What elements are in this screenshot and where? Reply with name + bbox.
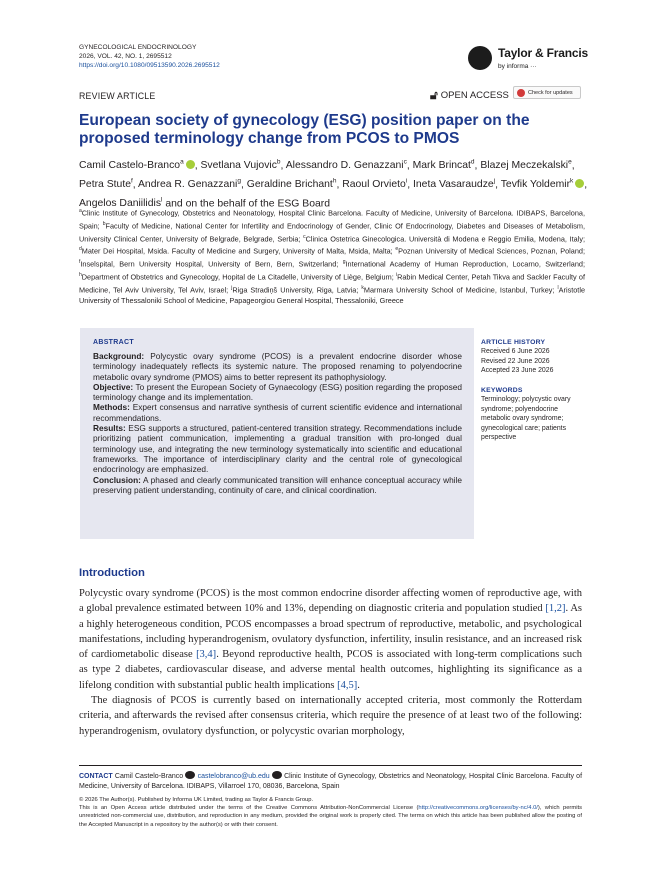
- publisher-logo: [468, 43, 588, 75]
- author-affiliation-marker: e: [568, 159, 572, 166]
- affiliation-marker: e: [395, 246, 399, 253]
- affiliations: [79, 206, 585, 306]
- methods-label: Methods:: [93, 402, 130, 413]
- article-history-heading: ARTICLE HISTORY: [481, 339, 546, 346]
- affiliation-text: Department of Obstetrics and Gynecology, Hopital de La Citadelle, University of Liège, Belgium;: [81, 272, 394, 282]
- contact-address: Clinic Institute of Gynecology, Obstetrics and Neonatology, Hospital Clinic Barcelona. Faculty of Medicine, University of Barcelona. IDIBAPS, Villarroel 170, 08036, Barcelona, Spain: [79, 773, 583, 790]
- publisher-sub: by informa ···: [498, 63, 537, 70]
- author-name: Petra Stute: [79, 179, 131, 191]
- abstract-methods: [93, 402, 462, 423]
- affiliation-marker: a: [79, 208, 82, 214]
- p1-text-b: . As a highly heterogeneous condition, PCOS encompasses a broad spectrum of reproductive, metabolic, and psychological manifestations, including hyperandrogenism, ovulatory dysfunction, infertility, insulin resistance, and an increased risk of cardiometabolic disease: [79, 603, 582, 661]
- author-name: Camil Castelo-Branco: [79, 160, 181, 172]
- author[interactable]: [200, 160, 280, 171]
- affiliation-text: Poznan University of Medical Sciences, Poznan, Poland;: [398, 246, 585, 256]
- author[interactable]: [413, 179, 495, 190]
- check-updates-label: Check for updates: [528, 89, 573, 96]
- accepted-date: Accepted 23 June 2026: [481, 367, 554, 375]
- author-affiliation-marker: j: [493, 177, 496, 185]
- paragraph-1: [79, 586, 582, 693]
- affiliation-marker: i: [395, 272, 398, 279]
- author-name: Mark Brincat: [412, 160, 471, 172]
- revised-date: Revised 22 June 2026: [481, 357, 550, 365]
- article-title: European society of gynecology (ESG) position paper on the proposed terminology change from PCOS to PMOS: [79, 112, 530, 147]
- author[interactable]: [286, 160, 407, 171]
- affiliation-text: Marmara University School of Medicine, Istanbul, Turkey;: [363, 285, 555, 295]
- keywords-heading: KEYWORDS: [481, 387, 523, 394]
- author[interactable]: [247, 179, 337, 190]
- author-affiliation-marker: i: [405, 177, 408, 185]
- email-icon: [185, 771, 195, 779]
- keywords-text: Terminology; polycystic ovary syndrome; polyendocrine metabolic ovary syndrome; gynecological care; patients perspective: [481, 396, 571, 442]
- author-name: Tevfik Yoldemir: [500, 179, 571, 191]
- affiliation-marker: b: [102, 220, 106, 227]
- author-affiliation-marker: d: [470, 159, 475, 166]
- copyright-line: © 2026 The Author(s). Published by Informa UK Limited, trading as Taylor & Francis Group.: [79, 797, 314, 803]
- authors-suffix: and on the behalf of the ESG Board: [165, 198, 330, 209]
- author-affiliation-marker: b: [276, 159, 281, 166]
- author-name: Geraldine Brichant: [246, 179, 333, 191]
- author-affiliation-marker: g: [237, 177, 241, 185]
- orcid-icon[interactable]: [186, 160, 195, 169]
- author-affiliation-marker: c: [403, 159, 407, 166]
- contact-name: Camil Castelo-Branco: [114, 773, 184, 780]
- paragraph-2: The diagnosis of PCOS is currently based on internationally accepted criteria, most commonly the Rotterdam criteria, and afterwards the revised after consensus criteria, which require the presence of at least two of the following: hyperandrogenism, ovulatory dysfunction, or polycystic ovarian morphology,: [79, 695, 582, 737]
- citation-link[interactable]: [1,2]: [545, 603, 566, 615]
- open-access-badge: [430, 88, 509, 103]
- journal-name: GYNECOLOGICAL ENDOCRINOLOGY: [79, 44, 197, 51]
- p1-text-d: .: [357, 679, 360, 691]
- affiliation-text: Mater Dei Hospital, Msida. Faculty of Medicine and Surgery, University of Malta, Msida, Malta;: [81, 246, 393, 256]
- abstract-heading: ABSTRACT: [93, 339, 134, 346]
- open-lock-icon: 🔓︎: [430, 88, 438, 102]
- publisher-name: Taylor & Francis: [498, 46, 588, 60]
- article-history: [481, 338, 586, 376]
- address-icon: [272, 771, 282, 779]
- affiliation-text: Riga Stradiņš University, Riga, Latvia;: [232, 285, 359, 295]
- author[interactable]: [480, 160, 571, 171]
- p1-text-c: . Beyond reproductive health, PCOS is associated with long-term complications such as type 2 diabetes, cardiovascular disease, and adverse mental health outcomes, highlighting its significance as a lifelong condition with substantial public health implications: [79, 649, 582, 691]
- author-name: Blazej Meczekalski: [480, 160, 569, 172]
- orcid-icon[interactable]: [575, 179, 584, 188]
- introduction-heading: Introduction: [79, 567, 145, 579]
- author-affiliation-marker: k: [570, 177, 574, 185]
- open-access-label: OPEN ACCESS: [440, 90, 509, 101]
- results-text: ESG supports a structured, patient-centered transition strategy. Recommendations include prioritizing patient communication, implementing a gradual transition with pro-longed dual terminology use, and integrating the new terminology systematically into scientific and educational frameworks. The importance of interdisciplinary clarity and the central role of gynecological endocrinology are emphasized.: [93, 423, 462, 475]
- citation-link[interactable]: [3,4]: [196, 649, 217, 661]
- affiliation-marker: l: [557, 284, 559, 291]
- methods-text: Expert consensus and narrative synthesis of current scientific evidence and international recommendations.: [93, 402, 463, 423]
- footer-divider: [79, 765, 582, 766]
- affiliation-text: Aristotle University of Thessaloniki School of Medicine, Papageorgiou General Hospital, Thessaloniki, Greece: [79, 285, 586, 305]
- background-label: Background:: [93, 351, 145, 361]
- affiliation-marker: h: [79, 272, 82, 279]
- license-text-a: This is an Open Access article distributed under the terms of the Creative Commons Attribution-NonCommercial License (: [79, 805, 419, 812]
- affiliation-marker: g: [342, 259, 346, 266]
- contact-label: CONTACT: [79, 773, 113, 780]
- affiliation-text: Clinica Ostetrica Ginecologica. Università di Modena e Reggio Emilia, Modena, Italy;: [305, 234, 585, 244]
- affiliation-marker: d: [79, 246, 82, 253]
- contact-block: [79, 771, 582, 791]
- abstract-results: [93, 423, 462, 474]
- affiliation-marker: c: [303, 233, 306, 240]
- objective-label: Objective:: [93, 381, 134, 392]
- affiliation-marker: j: [231, 284, 233, 291]
- affiliation-marker: f: [79, 259, 81, 266]
- affiliation-text: Clinic Institute of Gynecology, Obstetrics and Neonatology, Hospital Clinic Barcelona. Faculty of Medicine, University of Barcelona. IDIBAPS, Barcelona, Spain;: [79, 208, 585, 231]
- check-updates-icon: [517, 89, 525, 97]
- author-name: Alessandro D. Genazzani: [285, 160, 404, 172]
- background-text: Polycystic ovary syndrome (PCOS) is a prevalent endocrine disorder whose terminology inadequately reflects its systemic nature. The proposed renaming to polyendocrine metabolic ovary syndrome (PMOS) aims to better represent its pathophysiology.: [93, 351, 462, 382]
- affiliation-text: Inselspital, Bern University Hospital, University of Bern, Bern, Switzerland;: [80, 259, 339, 269]
- author[interactable]: [138, 179, 241, 190]
- license-text-b: ), which permits unrestricted non-commercial use, distribution, and reproduction in any medium, provided the original work is properly cited. The terms on which this article has been published allow the posting of the Accepted Manuscript in a repository by the author(s) or with their consent.: [79, 805, 582, 828]
- journal-volume: 2026, VOL. 42, NO. 1, 2695512: [79, 53, 172, 60]
- objective-text: To present the European Society of Gynaecology (ESG) position regarding the proposed terminology change and its implementation.: [93, 381, 462, 403]
- author-list: Camil Castelo-Branco$^a$ , Svetlana Vujovic$^b$, Alessandro D. Genazzani$^c$, Mark Brincat$^d$, Blazej Meczekalski$^e$, Petra Stute$^f$, Andrea R. Genazzani$^g$, Geraldine Brichant$^h$, Raoul Orvieto$^i$, Ineta Vasaraudze$^j$, Tevfik Yoldemir$^k$ , Angelos Daniilidis$^l$ and on the behalf of the ESG Board: [79, 159, 588, 209]
- abstract-body: [93, 351, 462, 495]
- doi-link[interactable]: https://doi.org/10.1080/09513590.2026.2695512: [79, 62, 220, 69]
- abstract-conclusion: [93, 475, 462, 496]
- article-type: REVIEW ARTICLE: [79, 91, 156, 101]
- affiliation-marker: k: [361, 284, 364, 291]
- received-date: Received 6 June 2026: [481, 348, 550, 356]
- p1-text-a: Polycystic ovary syndrome (PCOS) is the most common endocrine disorder affecting women of reproductive age, with a global prevalence estimated between 10% and 13%, depending on diagnostic criteria and population studied: [79, 588, 582, 615]
- author[interactable]: [79, 179, 133, 190]
- introduction-body: [79, 586, 582, 739]
- author[interactable]: [413, 160, 475, 171]
- contact-email[interactable]: castelobranco@ub.edu: [197, 773, 270, 780]
- affiliation-text: Faculty of Medicine, National Center for Infertility and Endocrinology of Gender, Clinic Of Endocrinology, Diabetes and Diseases of Metabolism, University Clinical Center, University of Belgrade, Belgrade, Serbia;: [79, 221, 585, 244]
- author-name: Angelos Daniilidis: [79, 198, 162, 209]
- conclusion-text: A phased and clearly communicated transition will enhance conceptual accuracy while preserving patient understanding, continuity of care, and clinical coordination.: [93, 474, 462, 495]
- keywords: [481, 386, 586, 442]
- copyright-block: [79, 796, 582, 829]
- affiliation-text: International Academy of Human Reproduction, Locarno, Switzerland;: [345, 259, 585, 269]
- license-link[interactable]: http://creativecommons.org/licenses/by-nc/4.0/: [418, 805, 538, 812]
- check-updates-button[interactable]: [513, 86, 581, 99]
- author-affiliation-marker: l: [161, 196, 163, 204]
- author[interactable]: [501, 179, 585, 190]
- author-affiliation-marker: a: [180, 159, 184, 166]
- author-name: Ineta Vasaraudze: [413, 179, 494, 191]
- abstract-background: [93, 351, 462, 382]
- license-text: [79, 804, 582, 829]
- results-label: Results:: [93, 423, 126, 434]
- author-name: Svetlana Vujovic: [200, 160, 277, 172]
- author-name: Raoul Orvieto: [342, 179, 406, 191]
- affiliation-text: Rabin Medical Center, Petah Tikva and Sackler Faculty of Medicine, Tel Aviv University, Tel Aviv, Israel;: [79, 272, 585, 295]
- author[interactable]: [342, 179, 407, 190]
- publisher-emblem-icon: [468, 46, 492, 70]
- abstract-objective: [93, 382, 462, 403]
- citation-link[interactable]: [4,5]: [337, 679, 358, 691]
- conclusion-label: Conclusion:: [93, 474, 141, 485]
- author-name: Andrea R. Genazzani: [138, 179, 238, 191]
- author-affiliation-marker: f: [130, 177, 133, 185]
- author[interactable]: [79, 160, 195, 171]
- author-affiliation-marker: h: [332, 177, 337, 185]
